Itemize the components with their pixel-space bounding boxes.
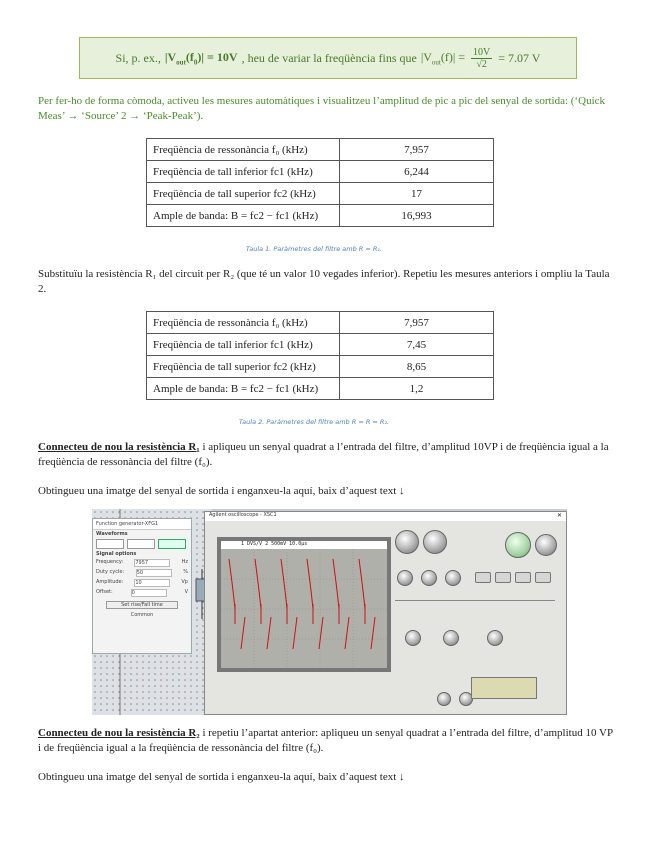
rise-fall-button[interactable]: Set rise/Fall time [106,601,178,609]
table-row: Freqüència de tall inferior fc1 (kHz) 7,45 [147,334,494,356]
section-1-paragraph: Connecteu de nou la resistència R₁ i apliqueu un senyal quadrat a l’entrada del filtre, d’amplitud 10VP i de freqüència igual a la freqüència de ressonància del filtre (f₀). [38,441,609,468]
waveforms-label: Waveforms [96,531,128,537]
simulation-screenshot [92,509,567,715]
offset-field[interactable]: 0 [131,589,167,597]
table-1-caption: Taula 1. Paràmetres del filtre amb R = R₁. [245,245,383,253]
oscilloscope-screen [217,537,391,672]
stop-button[interactable] [495,572,511,583]
duty-cycle-field[interactable]: 50 [136,569,172,577]
table-row: Freqüència de tall inferior fc1 (kHz) 6,244 [147,161,494,183]
function-generator-panel: Function generator-XFG1 Waveforms Signal options Frequency: 7957 Hz Duty cycle: 50 % Amplitude: 10 Vp Offset: 0 V Set rise/Fall time Common [92,518,192,654]
formula-lhs: $|V_{out}(f_0)| = 10V$ [164,49,238,67]
probe-connector-1[interactable] [437,692,451,706]
screen-header: 1 DVS/V 2 500mV 10.0µs [221,541,387,549]
table-row: Freqüència de tall superior fc2 (kHz) 8,65 [147,356,494,378]
single-button[interactable] [515,572,531,583]
frequency-field[interactable]: 7957 [134,559,170,567]
table-2 [146,311,494,400]
position-knob[interactable] [423,530,447,554]
table-2-caption: Taula 2. Paràmetres del filtre amb R = R = R₂. [238,418,390,426]
generator-title: Function generator-XFG1 [93,519,191,530]
table-row: Freqüència de ressonància f₀ (kHz) 7,957 [147,312,494,334]
table-row: Freqüència de ressonància f₀ (kHz) 7,957 [147,139,494,161]
intro-paragraph: Per fer-ho de forma còmoda, activeu les mesures automàtiques i visualitzeu l’amplitud de pic a pic del senyal de sortida: (‘Quick Meas’ → ‘Source’ 2 → ‘Peak-Peak’). [38,95,606,122]
square-wave-button[interactable] [158,539,186,549]
common-label: Common [130,612,154,618]
table-row: Ample de banda: B = fc2 − fc1 (kHz) 16,993 [147,205,494,227]
logic-connector [471,677,537,699]
formula-rhs: $|V_{out}(f)|$ = [420,49,466,67]
math-knob[interactable] [445,570,461,586]
close-icon[interactable]: ✕ [556,513,562,519]
table-1 [146,138,494,227]
formula-box [79,37,577,79]
panel-divider [395,600,555,601]
formula-fraction: $\frac{10V}{√2}$ [473,46,491,70]
oscilloscope-title: Agilent oscilloscope - XSC1 [205,512,566,521]
oscilloscope-window [204,511,567,715]
formula-middle: , heu de variar la freqüència fins que [241,50,417,65]
section-2-paragraph: Connecteu de nou la resistència R₂ i repetiu l’apartat anterior: apliqueu un senyal quadrat a l’entrada del filtre, d’amplitud 10 VP i de freqüència igual a la freqüència de ressonància del filtre (f₀). [38,727,613,754]
auto-scale-button[interactable] [535,572,551,583]
waveform-buttons [93,538,191,550]
volts-div-knob-2[interactable] [443,630,459,646]
horizontal-knob[interactable] [395,530,419,554]
signal-options-label: Signal options [96,551,137,557]
volts-div-knob-3[interactable] [487,630,503,646]
trigger-knob[interactable] [505,532,531,558]
amplitude-field[interactable]: 10 [134,579,170,587]
level-knob[interactable] [535,534,557,556]
ch2-knob[interactable] [421,570,437,586]
table-row: Ample de banda: B = fc2 − fc1 (kHz) 1,2 [147,378,494,400]
sine-wave-button[interactable] [96,539,124,549]
triangle-wave-button[interactable] [127,539,155,549]
obtain-text-2: Obtingueu una imatge del senyal de sortida i enganxeu-la aquí, baix d’aquest text ↓ [38,771,405,783]
waveform-display [221,549,387,668]
run-button[interactable] [475,572,491,583]
substitute-paragraph: Substituïu la resistència R₁ del circuit per R₂ (que té un valor 10 vegades inferior). Repetiu les mesures anteriors i ompliu la Taula 2. [38,268,610,295]
ch1-knob[interactable] [397,570,413,586]
table-row: Freqüència de tall superior fc2 (kHz) 17 [147,183,494,205]
formula-prefix: Si, p. ex., [115,50,161,65]
obtain-text-1: Obtingueu una imatge del senyal de sortida i enganxeu-la aquí, baix d’aquest text ↓ [38,485,405,497]
volts-div-knob-1[interactable] [405,630,421,646]
formula-result: = 7.07 V [498,50,541,65]
